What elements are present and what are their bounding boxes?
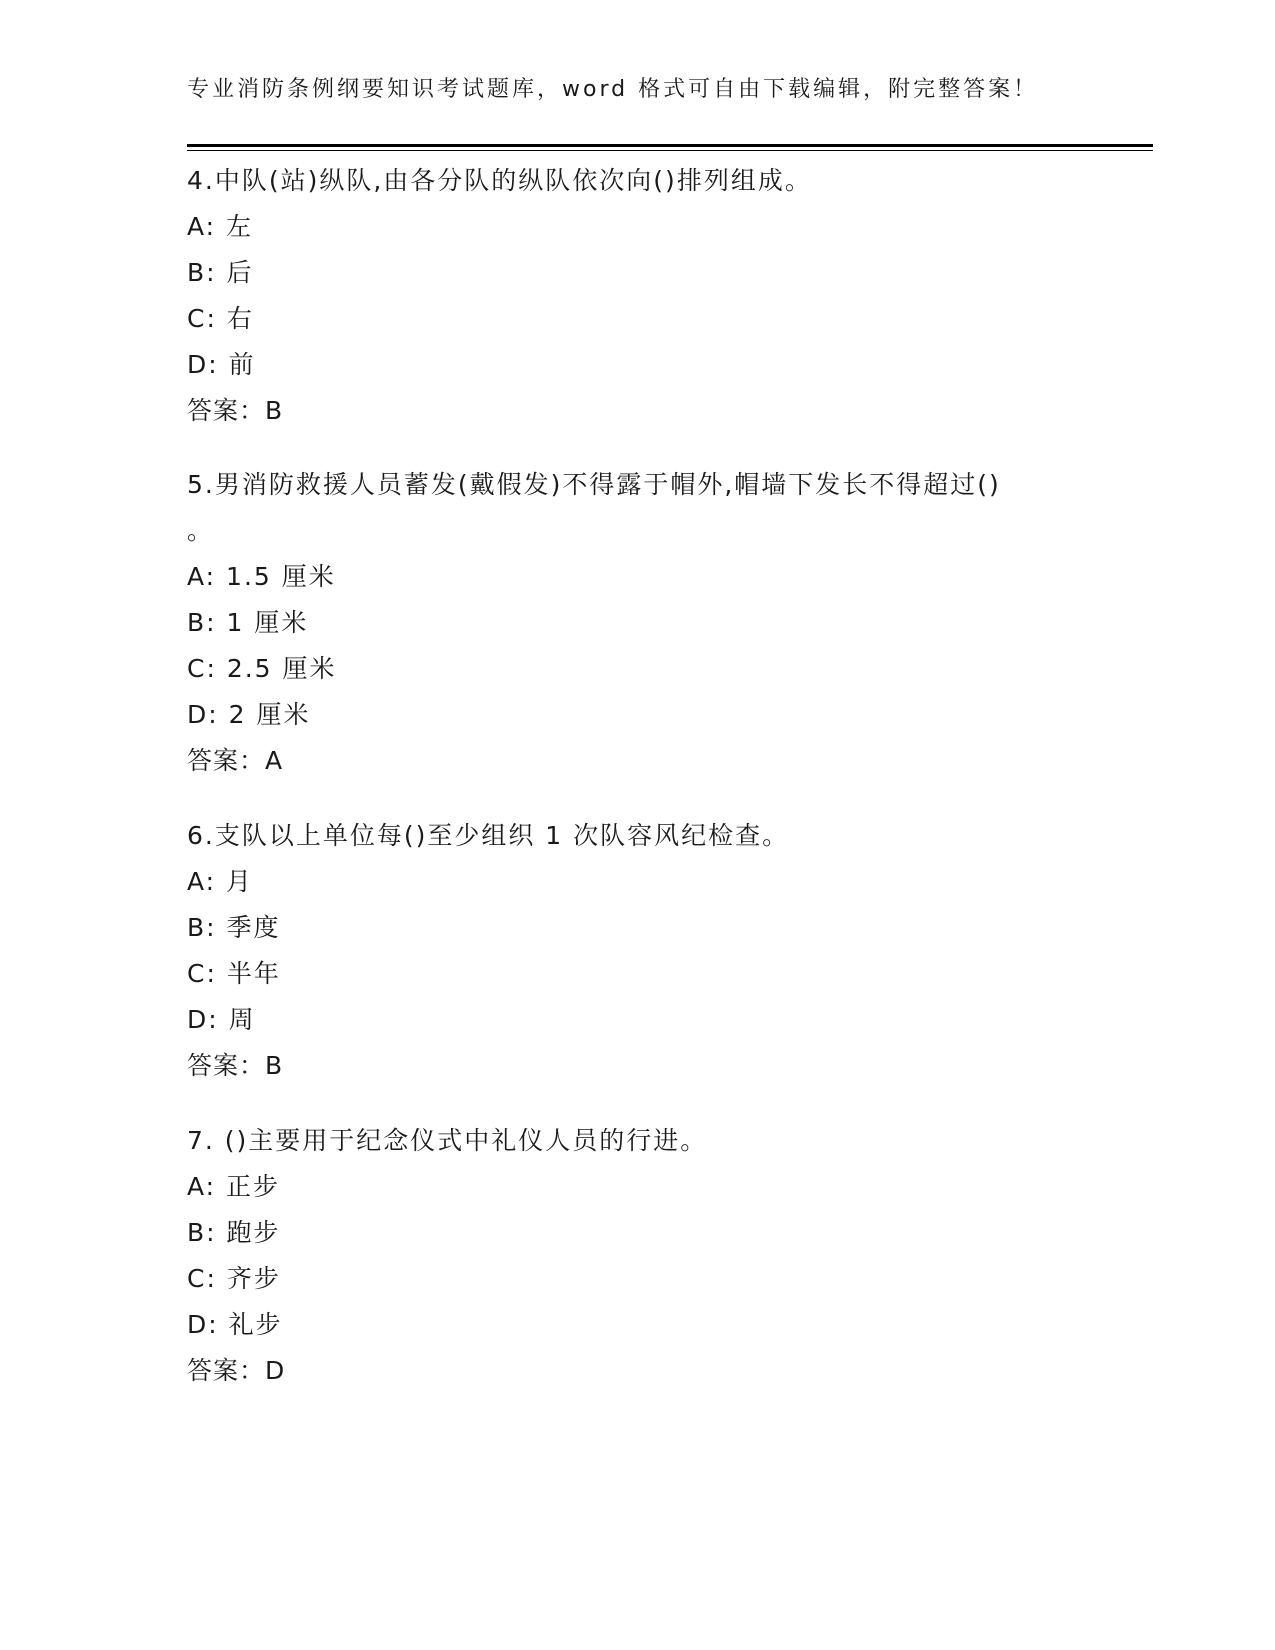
option-a: A: 月 <box>187 867 254 896</box>
header-divider-thick <box>187 144 1153 147</box>
option-c: C: 半年 <box>187 959 281 988</box>
question-6 <box>187 813 789 1089</box>
answer: 答案：D <box>187 1356 286 1385</box>
option-c: C: 右 <box>187 304 254 333</box>
option-b: B: 跑步 <box>187 1218 281 1247</box>
option-c: C: 2.5 厘米 <box>187 654 337 683</box>
option-a: A: 左 <box>187 212 254 241</box>
question-stem: 7. ()主要用于纪念仪式中礼仪人员的行进。 <box>187 1126 708 1155</box>
option-d: D: 礼步 <box>187 1310 283 1339</box>
header-divider-thin <box>187 150 1153 151</box>
option-d: D: 2 厘米 <box>187 700 311 729</box>
question-stem: 5.男消防救援人员蓄发(戴假发)不得露于帽外,帽墙下发长不得超过() <box>187 470 1001 499</box>
document-header: 专业消防条例纲要知识考试题库，word 格式可自由下载编辑，附完整答案！ <box>187 77 1039 102</box>
answer: 答案：B <box>187 1051 284 1080</box>
option-a: A: 1.5 厘米 <box>187 562 336 591</box>
question-5 <box>187 462 1001 784</box>
answer: 答案：B <box>187 396 284 425</box>
option-d: D: 周 <box>187 1005 256 1034</box>
option-a: A: 正步 <box>187 1172 281 1201</box>
question-stem: 6.支队以上单位每()至少组织 1 次队容风纪检查。 <box>187 821 790 850</box>
question-4 <box>187 158 812 434</box>
question-stem-continuation: 。 <box>187 516 215 545</box>
option-d: D: 前 <box>187 350 256 379</box>
question-stem: 4.中队(站)纵队,由各分队的纵队依次向()排列组成。 <box>187 166 812 195</box>
option-b: B: 1 厘米 <box>187 608 309 637</box>
question-7 <box>187 1118 707 1394</box>
option-c: C: 齐步 <box>187 1264 281 1293</box>
option-b: B: 季度 <box>187 913 281 942</box>
answer: 答案：A <box>187 746 284 775</box>
option-b: B: 后 <box>187 258 254 287</box>
